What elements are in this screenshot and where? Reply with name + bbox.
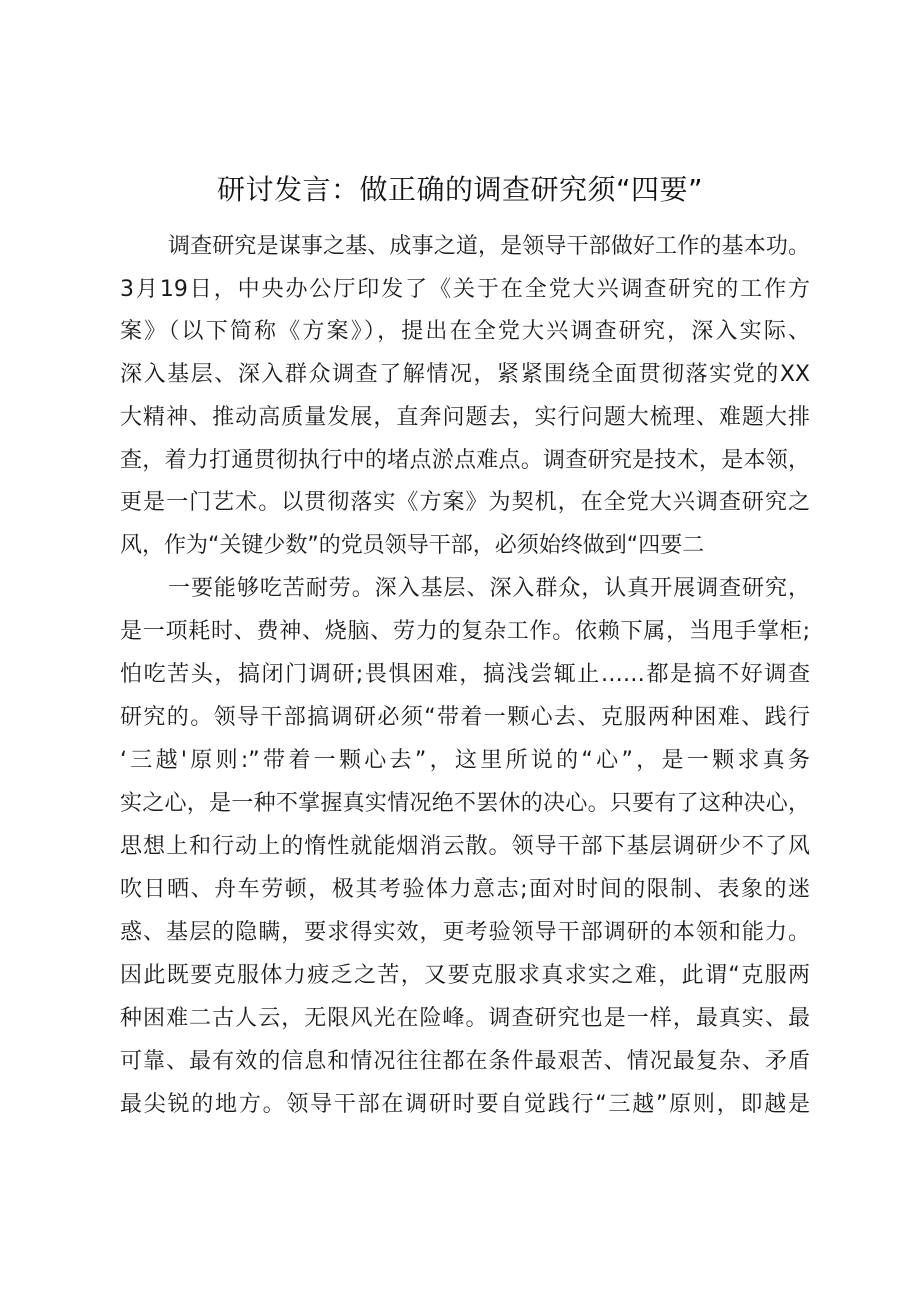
document-title: 研讨发言：做正确的调查研究须“四要” bbox=[216, 173, 703, 206]
paragraph-line: 调查研究是谋事之基、成事之道，是领导干部做好工作的基本功。 bbox=[168, 234, 810, 259]
paragraph-line: 3月19日，中央办公厅印发了《关于在全党大兴调查研究的工作方 bbox=[120, 277, 810, 302]
paragraph-line: 是一项耗时、费神、烧脑、劳力的复杂工作。依赖下属，当甩手掌柜; bbox=[120, 619, 810, 644]
paragraph-line: 研究的。领导干部搞调研必须“带着一颗心去、克服两种困难、践行 bbox=[120, 705, 810, 730]
paragraph-line: 大精神、推动高质量发展，直奔问题去，实行问题大梳理、难题大排 bbox=[120, 405, 810, 430]
paragraph-line: 种困难二古人云，无限风光在险峰。调查研究也是一样，最真实、最 bbox=[120, 1006, 810, 1031]
paragraph-line: 惑、基层的隐瞒，要求得实效，更考验领导干部调研的本领和能力。 bbox=[120, 920, 810, 945]
paragraph-line: 因此既要克服体力疲乏之苦，又要克服求真求实之难，此谓“克服两 bbox=[120, 963, 810, 988]
paragraph-line: 风，作为“关键少数”的党员领导干部，必须始终做到“四要二 bbox=[120, 533, 705, 558]
paragraph-line: 查，着力打通贯彻执行中的堵点淤点难点。调查研究是技术，是本领， bbox=[120, 448, 810, 473]
paragraph-line: 思想上和行动上的惰性就能烟消云散。领导干部下基层调研少不了风 bbox=[120, 834, 810, 859]
paragraph-line: 实之心，是一种不掌握真实情况绝不罢休的决心。只要有了这种决心， bbox=[120, 791, 810, 816]
paragraph-line: ‘三越'原则:”带着一颗心去”，这里所说的“心”，是一颗求真务 bbox=[120, 748, 810, 773]
paragraph-line: 可靠、最有效的信息和情况往往都在条件最艰苦、情况最复杂、矛盾 bbox=[120, 1049, 810, 1074]
paragraph-line: 更是一门艺术。以贯彻落实《方案》为契机，在全党大兴调查研究之 bbox=[120, 490, 810, 515]
paragraph-line: 吹日晒、舟车劳顿，极其考验体力意志;面对时间的限制、表象的迷 bbox=[120, 877, 810, 902]
paragraph-line: 怕吃苦头，搞闭门调研;畏惧困难，搞浅尝辄止……都是搞不好调查 bbox=[120, 662, 810, 687]
paragraph-line: 案》（以下简称《方案》），提出在全党大兴调查研究，深入实际、 bbox=[120, 319, 810, 344]
paragraph-line: 深入基层、深入群众调查了解情况，紧紧围绕全面贯彻落实党的XX bbox=[120, 362, 810, 387]
paragraph-line: 最尖锐的地方。领导干部在调研时要自觉践行“三越”原则，即越是 bbox=[120, 1092, 810, 1117]
paragraph-line: 一要能够吃苦耐劳。深入基层、深入群众，认真开展调查研究， bbox=[168, 576, 810, 601]
